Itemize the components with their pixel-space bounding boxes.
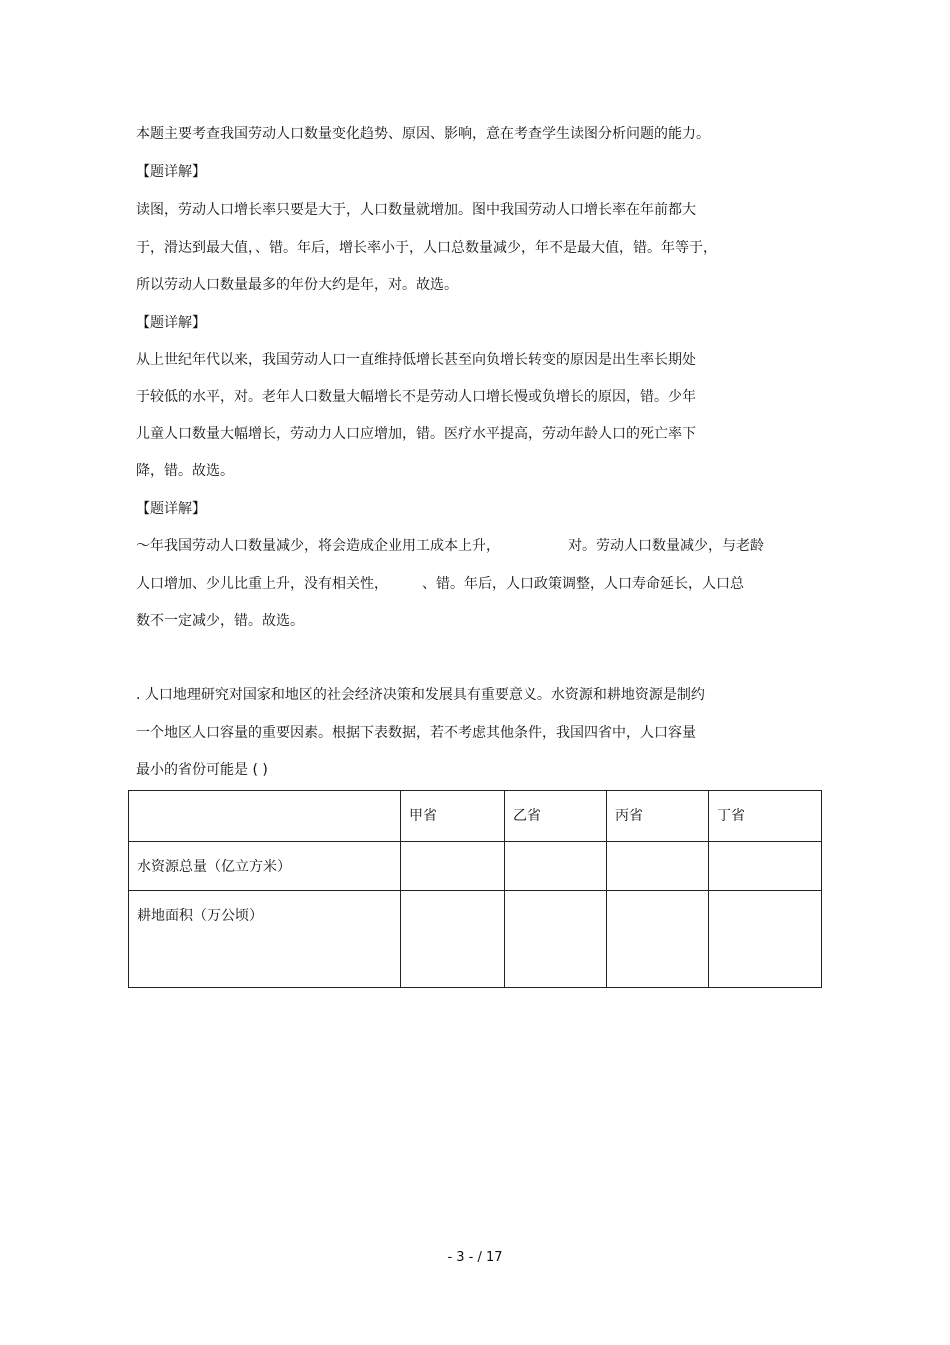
paragraph-line <box>136 536 764 556</box>
paragraph-fragment: 、错。年后，人口政策调整，人口寿命延长，人口总 <box>422 576 744 592</box>
table-row <box>129 891 822 988</box>
table-row-label: 水资源总量（亿立方米） <box>129 842 401 891</box>
paragraph-line: 于，滑达到最大值，、错。年后，增长率小于，人口总数量减少，年不是最大值，错。年等于， <box>136 240 717 256</box>
paragraph-line <box>136 574 744 594</box>
table-cell <box>607 842 709 891</box>
paragraph-line: 从上世纪年代以来，我国劳动人口一直维持低增长甚至向负增长转变的原因是出生率长期处 <box>136 352 696 368</box>
table-row <box>129 842 822 891</box>
paragraph-line: 数不一定减少，错。故选。 <box>136 613 304 629</box>
table-cell <box>607 891 709 988</box>
table-header-cell: 甲省 <box>401 791 505 842</box>
page-number: - 3 - / 17 <box>447 1250 503 1265</box>
table-cell <box>401 842 505 891</box>
table-cell <box>709 842 822 891</box>
section-heading: 【题详解】 <box>136 315 206 331</box>
table-cell <box>505 842 607 891</box>
paragraph-line: 所以劳动人口数量最多的年份大约是年，对。故选。 <box>136 277 458 293</box>
paragraph-line: 于较低的水平，对。老年人口数量大幅增长不是劳动人口增长慢或负增长的原因，错。少年 <box>136 389 696 405</box>
paragraph-fragment: ～年我国劳动人口数量减少，将会造成企业用工成本上升， <box>136 538 500 554</box>
table-row-label: 耕地面积（万公顷） <box>129 891 401 988</box>
paragraph-fragment: 人口增加、少儿比重上升，没有相关性， <box>136 576 388 592</box>
paragraph-line: 儿童人口数量大幅增长，劳动力人口应增加，错。医疗水平提高，劳动年龄人口的死亡率下 <box>136 426 696 442</box>
intro-text: 本题主要考查我国劳动人口数量变化趋势、原因、影响，意在考查学生读图分析问题的能力。 <box>136 126 710 142</box>
section-heading: 【题详解】 <box>136 164 206 180</box>
table-header-cell: 丙省 <box>607 791 709 842</box>
paragraph-fragment: 对。劳动人口数量减少，与老龄 <box>568 538 764 554</box>
table-header-row <box>129 791 822 842</box>
question-text: . 人口地理研究对国家和地区的社会经济决策和发展具有重要意义。水资源和耕地资源是制约 <box>136 687 705 703</box>
table-cell <box>401 891 505 988</box>
section-heading: 【题详解】 <box>136 501 206 517</box>
table-header-cell: 丁省 <box>709 791 822 842</box>
table-header-cell: 乙省 <box>505 791 607 842</box>
question-text: 最小的省份可能是 ( ) <box>136 762 268 778</box>
question-text: 一个地区人口容量的重要因素。根据下表数据，若不考虑其他条件，我国四省中，人口容量 <box>136 725 696 741</box>
province-data-table <box>128 790 822 988</box>
table-header-cell <box>129 791 401 842</box>
table-cell <box>709 891 822 988</box>
table-cell <box>505 891 607 988</box>
paragraph-line: 读图，劳动人口增长率只要是大于，人口数量就增加。图中我国劳动人口增长率在年前都大 <box>136 202 696 218</box>
paragraph-line: 降，错。故选。 <box>136 463 234 479</box>
